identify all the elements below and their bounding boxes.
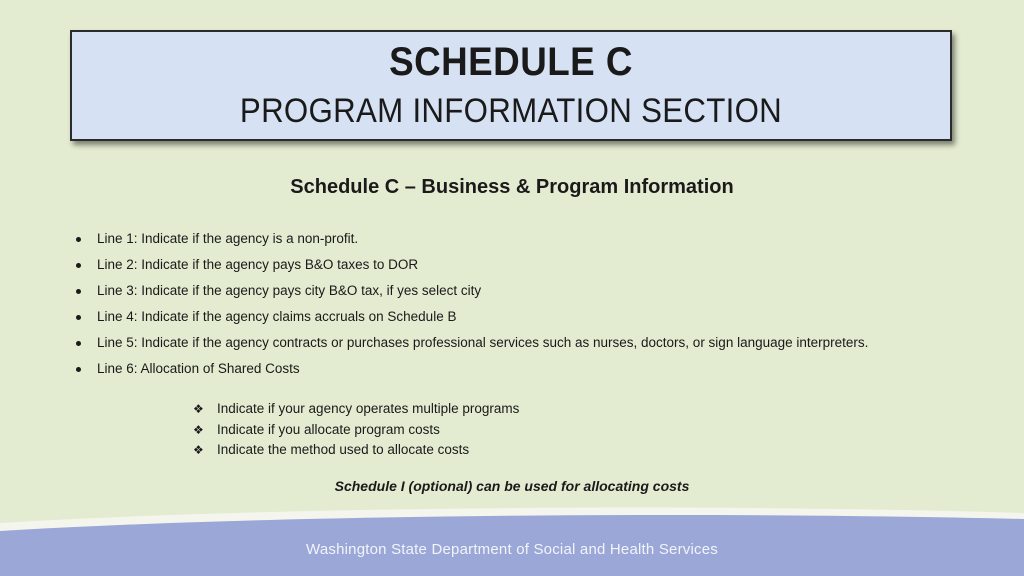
bullet-dot-icon <box>76 341 81 346</box>
bullet-dot-icon <box>76 315 81 320</box>
list-item <box>193 399 519 420</box>
allocation-note: Schedule I (optional) can be used for allocating costs <box>334 478 690 494</box>
sub-bullet-text: Indicate the method used to allocate costs <box>217 442 470 458</box>
footer-organization: Washington State Department of Social and Health Services <box>306 541 718 558</box>
bullet-dot-icon <box>76 289 81 294</box>
bullet-text: Line 6: Allocation of Shared Costs <box>97 361 300 376</box>
list-item <box>76 252 868 278</box>
list-item <box>193 440 519 461</box>
bullet-text: Line 2: Indicate if the agency pays B&O taxes to DOR <box>97 257 419 272</box>
bullet-text: Line 1: Indicate if the agency is a non-profit. <box>97 231 359 246</box>
bullet-text: Line 5: Indicate if the agency contracts or purchases professional services such as nurses, doctors, or sign language interpreters. <box>97 335 869 350</box>
title-box <box>70 30 952 141</box>
list-item <box>76 356 868 382</box>
list-item <box>76 330 868 356</box>
sub-bullet-text: Indicate if your agency operates multiple programs <box>217 401 520 417</box>
bullet-text: Line 3: Indicate if the agency pays city B&O tax, if yes select city <box>97 283 482 298</box>
list-item <box>193 420 519 441</box>
list-item <box>76 304 868 330</box>
sub-bullet-text: Indicate if you allocate program costs <box>217 421 440 437</box>
sub-bullet-list <box>193 399 519 461</box>
diamond-bullet-icon: ❖ <box>193 443 204 458</box>
bullet-dot-icon <box>76 367 81 372</box>
bullet-dot-icon <box>76 263 81 268</box>
diamond-bullet-icon: ❖ <box>193 402 204 417</box>
bullet-list <box>76 226 868 382</box>
slide-subtitle: PROGRAM INFORMATION SECTION <box>239 92 783 130</box>
list-item <box>76 278 868 304</box>
bullet-dot-icon <box>76 237 81 242</box>
section-heading: Schedule C – Business & Program Information <box>290 176 734 198</box>
bullet-text: Line 4: Indicate if the agency claims accruals on Schedule B <box>97 309 457 324</box>
diamond-bullet-icon: ❖ <box>193 422 204 437</box>
list-item <box>76 226 868 252</box>
slide-title: SCHEDULE C <box>389 40 633 84</box>
